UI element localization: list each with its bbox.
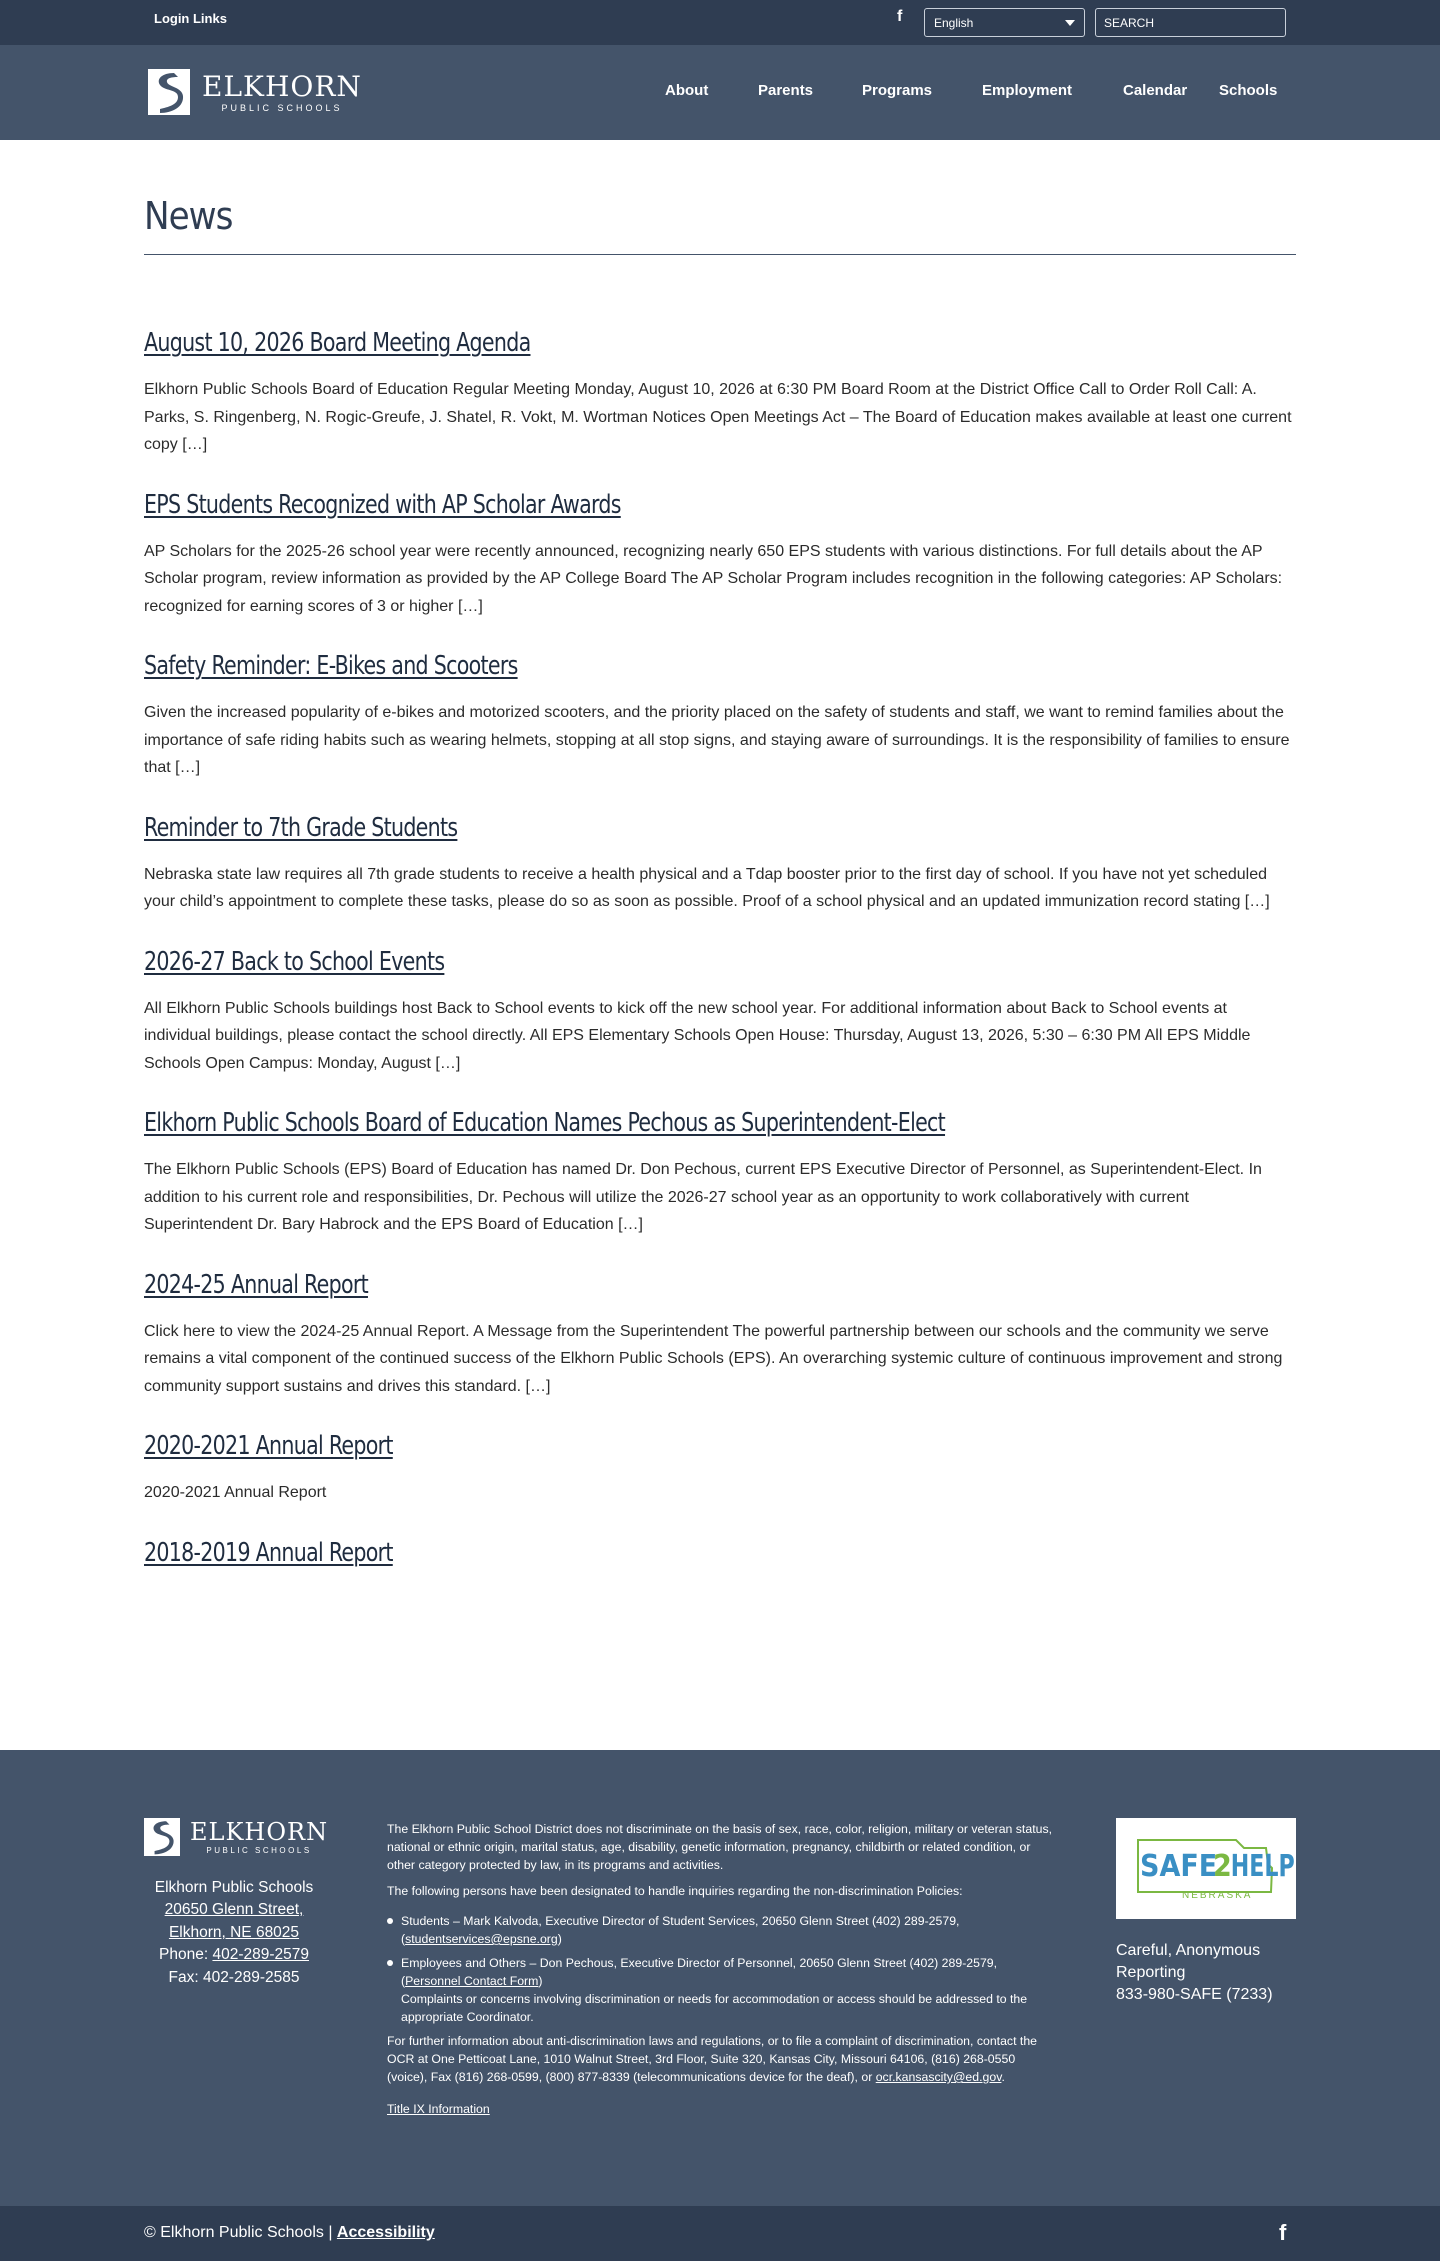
language-select[interactable] — [924, 8, 1085, 37]
elkhorn-logo-icon — [144, 1818, 180, 1856]
news-title-link[interactable]: Safety Reminder: E-Bikes and Scooters — [144, 651, 518, 681]
nav-parents[interactable]: Parents — [758, 82, 814, 99]
logo-subtitle: PUBLIC SCHOOLS — [221, 102, 343, 113]
accessibility-link[interactable]: Accessibility — [336, 2224, 435, 2241]
safe2help-info: Careful, Anonymous Reporting 833-980-SAFE (7233) — [1116, 1940, 1306, 2006]
safe2help-help: HELP — [1230, 1849, 1295, 1884]
news-title-link[interactable]: 2018-2019 Annual Report — [144, 1537, 393, 1568]
safe2help-phone: 833-980-SAFE (7233) — [1116, 1986, 1273, 2003]
fax-number: Fax: 402-289-2585 — [168, 1968, 300, 1986]
news-item — [144, 946, 1296, 1078]
main-header — [0, 45, 1440, 140]
safe2help-logo[interactable] — [1116, 1818, 1296, 1919]
news-excerpt: AP Scholars for the 2025-26 school year were recently announced, recognizing nearly 650 EPS students with various distinctions. For full details about the AP Scholar program, review information as provided by the AP College Board The AP Scholar Program includes recognition in the following categories: AP Scholars: recognized for earning scores of 3 or higher […] — [144, 542, 1283, 615]
title-divider — [144, 254, 1296, 255]
ocr-information: For further information about anti-discrimination laws and regulations, or to file a complaint of discrimination, contact the OCR at One Petticoat Lane, 1010 Walnut Street, 3rd Floor, Suite 320, Kansas City, Missouri 64106, (816) 268-0550 (voice), Fax (816) 268-0599, (800) 877-8339 (telecommunications device for the deaf), or ocr.kansascity@ed.gov. — [387, 2034, 1037, 2084]
news-item — [144, 1537, 1296, 1569]
nav-calendar[interactable]: Calendar — [1123, 82, 1188, 99]
news-excerpt: All Elkhorn Public Schools buildings host Back to School events to kick off the new school year. For additional information about Back to School events at individual buildings, please contact the school directly. All EPS Elementary Schools Open House: Thursday, August 13, 2026, 5:30 – 6:30 PM All EPS Middle Schools Open Campus: Monday, August […] — [144, 999, 1251, 1072]
city-link[interactable]: Elkhorn, NE 68025 — [168, 1923, 300, 1941]
nav-schools[interactable]: Schools — [1219, 82, 1278, 99]
news-title-link[interactable]: August 10, 2026 Board Meeting Agenda — [144, 328, 531, 358]
safe2help-two: 2 — [1213, 1849, 1232, 1884]
news-item — [144, 489, 1296, 621]
main-content — [144, 140, 1296, 1569]
search-input[interactable] — [1095, 8, 1286, 37]
footer-logo-name: ELKHORN — [190, 1818, 329, 1846]
facebook-icon[interactable]: f — [1279, 2220, 1287, 2245]
non-discrimination-policy — [387, 1820, 1057, 2118]
news-title-link[interactable]: 2020-2021 Annual Report — [144, 1431, 393, 1461]
policy-intro: The Elkhorn Public School District does not discriminate on the basis of sex, race, color, religion, military or veteran status, national or ethnic origin, marital status, age, disability, genetic information, pregnancy, childbirth or related condition, or other category protected by law, in its programs and activities. — [387, 1822, 1053, 1872]
news-list — [144, 327, 1296, 1569]
nav-employment[interactable]: Employment — [982, 82, 1073, 99]
news-item — [144, 327, 1296, 459]
nav-programs[interactable]: Programs — [862, 82, 933, 99]
safe2help-safe: SAFE — [1140, 1849, 1218, 1884]
copyright-bar — [0, 2206, 1440, 2261]
news-title-link[interactable]: EPS Students Recognized with AP Scholar Awards — [144, 489, 621, 520]
phone-link[interactable]: 402-289-2579 — [212, 1946, 309, 1964]
list-item: Students – Mark Kalvoda, Executive Director of Student Services, 20650 Glenn Street (402) 289-2579, (studentservices@epsne.org) — [387, 1912, 1057, 1948]
logo-name: ELKHORN — [202, 69, 362, 103]
news-title-link[interactable]: Elkhorn Public Schools Board of Education Names Pechous as Superintendent-Elect — [144, 1108, 946, 1138]
phone-label: Phone: — [159, 1946, 213, 1964]
nav-about[interactable]: About — [665, 82, 709, 99]
footer-logo[interactable] — [144, 1818, 328, 1856]
safe2help-state: NEBRASKA — [1182, 1890, 1253, 1901]
footer-logo-subtitle: PUBLIC SCHOOLS — [206, 1846, 312, 1855]
ocr-email-link[interactable]: ocr.kansascity@ed.gov — [875, 2070, 1002, 2084]
news-item — [144, 812, 1296, 916]
policy-contacts — [387, 1912, 1057, 2026]
facebook-icon[interactable]: f — [897, 8, 903, 25]
title-ix-link[interactable]: Title IX Information — [387, 2102, 490, 2116]
news-excerpt: Elkhorn Public Schools Board of Education Regular Meeting Monday, August 10, 2026 at 6:30 PM Board Room at the District Office Call to Order Roll Call: A. Parks, S. Ringenberg, N. Rogic-Greufe, J. Shatel, R. Vokt, M. Wortman Notices Open Meetings Act – The Board of Education makes available at least one current copy […] — [144, 381, 1292, 453]
street-link[interactable]: 20650 Glenn Street, — [164, 1901, 304, 1919]
news-item — [144, 1107, 1296, 1239]
news-title-link[interactable]: Reminder to 7th Grade Students — [144, 812, 458, 843]
chevron-down-icon — [1065, 20, 1075, 26]
news-title-link[interactable]: 2024-25 Annual Report — [144, 1269, 368, 1300]
language-select-value: English — [934, 16, 974, 30]
news-item — [144, 1430, 1296, 1507]
student-services-email-link[interactable]: studentservices@epsne.org — [405, 1932, 558, 1946]
main-nav — [0, 82, 1440, 102]
district-name: Elkhorn Public Schools — [154, 1879, 314, 1896]
personnel-contact-form-link[interactable]: Personnel Contact Form — [405, 1974, 539, 1988]
login-links[interactable]: Login Links — [154, 11, 227, 26]
news-item — [144, 1269, 1296, 1401]
news-excerpt: The Elkhorn Public Schools (EPS) Board of Education has named Dr. Don Pechous, current EPS Executive Director of Personnel, as Superintendent-Elect. In addition to his current role and responsibilities, Dr. Pechous will utilize the 2026-27 school year as an opportunity to work collaboratively with current Superintendent Dr. Bary Habrock and the EPS Board of Education […] — [144, 1161, 1262, 1233]
news-item — [144, 650, 1296, 782]
news-excerpt: 2020-2021 Annual Report — [144, 1484, 327, 1501]
list-item: Employees and Others – Don Pechous, Executive Director of Personnel, 20650 Glenn Street (402) 289-2579, (Personnel Contact Form) Complaints or concerns involving discrimination or needs for accommodation or access should be addressed to the appropriate Coordinator. — [387, 1954, 1057, 2026]
site-footer — [0, 1750, 1440, 2206]
footer-address — [144, 1877, 324, 1989]
copyright: © Elkhorn Public Schools | Accessibility — [144, 2224, 435, 2241]
utility-bar — [0, 0, 1440, 45]
news-excerpt: Nebraska state law requires all 7th grade students to receive a health physical and a Tdap booster prior to the first day of school. If you have not yet scheduled your child’s appointment to complete these tasks, please do so as soon as possible. Proof of a school physical and an updated immunization record stating […] — [144, 865, 1270, 910]
news-excerpt: Click here to view the 2024-25 Annual Report. A Message from the Superintendent The powerful partnership between our schools and the community we serve remains a vital component of the continued success of the Elkhorn Public Schools (EPS). An overarching systemic culture of continuous improvement and strong community support sustains and drives this standard. […] — [144, 1322, 1283, 1395]
page-title: News — [144, 194, 233, 238]
complaints-text: Complaints or concerns involving discrimination or needs for accommodation or access should be addressed to the appropriate Coordinator. — [401, 1992, 1028, 2024]
policy-designated: The following persons have been designated to handle inquiries regarding the non-discrimination Policies: — [387, 1884, 963, 1898]
news-title-link[interactable]: 2026-27 Back to School Events — [144, 946, 445, 977]
news-excerpt: Given the increased popularity of e-bikes and motorized scooters, and the priority placed on the safety of students and staff, we want to remind families about the importance of safe riding habits such as wearing helmets, stopping at all stop signs, and staying aware of surroundings. It is the responsibility of families to ensure that […] — [144, 704, 1290, 776]
